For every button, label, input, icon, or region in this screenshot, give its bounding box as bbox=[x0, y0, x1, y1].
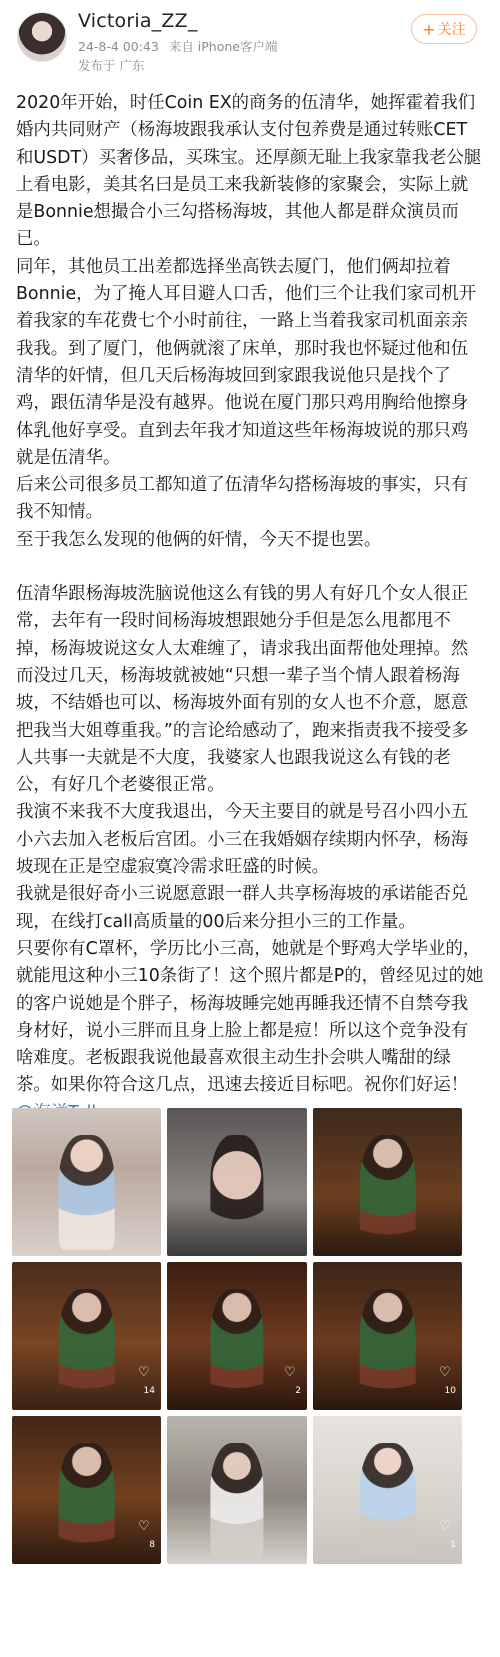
photo-6[interactable] bbox=[313, 1262, 462, 1410]
like-count: 8 bbox=[149, 1540, 155, 1550]
photo-subject bbox=[58, 1443, 115, 1558]
like-count: 14 bbox=[143, 1386, 155, 1396]
post-meta bbox=[78, 37, 284, 55]
heart-icon: ♡ bbox=[439, 1519, 451, 1534]
photo-subject bbox=[359, 1289, 416, 1404]
photo-subject bbox=[210, 1289, 263, 1404]
like-count: 10 bbox=[444, 1386, 456, 1396]
heart-icon: ♡ bbox=[284, 1365, 296, 1380]
post-paragraph-1: 2020年开始，时任Coin EX的商务的伍清华，她挥霍着我们婚内共同财产（杨海坡跟我承认支付包养费是通过转账CET和USDT）买奢侈品，买珠宝。还厚颜无耻上我家靠我老公腿上看电影，美其名曰是员工来我新装修的家聚会，实际上就是Bonnie想撮合小三勾搭杨海坡，其他人都是群众演员而已。 bbox=[16, 93, 482, 250]
post-paragraph-6: 我演不来我不大度我退出，今天主要目的就是号召小四小五小六去加入老板后宫团。小三在我婚姻存续期内怀孕，杨海坡现在正是空虚寂寞冷需求旺盛的时候。 bbox=[16, 802, 469, 878]
post-paragraph-4: 至于我怎么发现的他俩的奸情，今天不提也罢。 bbox=[16, 529, 382, 550]
photo-8[interactable] bbox=[167, 1416, 307, 1564]
photo-subject bbox=[359, 1443, 416, 1558]
photo-grid bbox=[12, 1108, 488, 1653]
photo-4[interactable] bbox=[12, 1262, 161, 1410]
post-paragraph-8-text: 只要你有C罩杯，学历比小三高，她就是个野鸡大学毕业的，就能甩这种小三10条街了！这个照片都是P的，曾经见过的她的客户说她是个胖子，杨海坡睡完她再睡我还情不自禁夸我身材好，说小三胖而且身上脸上都是痘！所以这个竞争没有啥难度。老板跟我说他最喜欢很主动生扑会哄人嘴甜的绿茶。如果你符合这几点，迅速去接近目标吧。祝你们好运！ bbox=[16, 938, 484, 1096]
photo-subject bbox=[210, 1135, 263, 1250]
post-paragraph-8 bbox=[16, 936, 484, 1127]
photo-5[interactable] bbox=[167, 1262, 307, 1410]
photo-subject bbox=[58, 1135, 115, 1250]
post-paragraph-2: 同年，其他员工出差都选择坐高铁去厦门，他们俩却拉着Bonnie，为了掩人耳目避人口舌，他们三个让我们家司机开着我家的车花费七个小时前往，一路上当着我家司机面亲亲我我。到了厦门，他俩就滚了床单，那时我也怀疑过他和伍清华的奸情，但几天后杨海坡回到家跟我说他只是找个了鸡，跟伍清华是没有越界。他说在厦门那只鸡用胸给他擦身体乳他好享受。直到去年我才知道这些年杨海坡说的那只鸡就是伍清华。 bbox=[16, 256, 477, 468]
post-paragraph-7: 我就是很好奇小三说愿意跟一群人共享杨海坡的承诺能否兑现，在线打call高质量的00后来分担小三的工作量。 bbox=[16, 884, 469, 932]
like-count: 1 bbox=[450, 1540, 456, 1550]
post-source: 来自 iPhone客户端 bbox=[168, 39, 278, 54]
photo-7[interactable] bbox=[12, 1416, 161, 1564]
photo-1[interactable] bbox=[12, 1108, 161, 1256]
photo-subject bbox=[58, 1289, 115, 1404]
plus-icon: + bbox=[422, 19, 436, 39]
post-date: 24-8-4 00:43 bbox=[78, 39, 159, 54]
post-location: 发布于 广东 bbox=[78, 58, 145, 73]
follow-label: 关注 bbox=[437, 22, 466, 38]
avatar[interactable] bbox=[17, 12, 67, 62]
post-paragraph-3: 后来公司很多员工都知道了伍清华勾搭杨海坡的事实，只有我不知情。 bbox=[16, 475, 469, 523]
like-count: 2 bbox=[295, 1386, 301, 1396]
photo-subject bbox=[359, 1135, 416, 1250]
post-paragraph-5: 伍清华跟杨海坡洗脑说他这么有钱的男人有好几个女人很正常，去年有一段时间杨海坡想跟她分手但是怎么甩都甩不掉，杨海坡说这女人太难缠了，请求我出面帮他处理掉。然而没过几天，杨海坡就被她“只想一辈子当个情人跟着杨海坡，不结婚也可以、杨海坡外面有别的女人也不介意，愿意把我当大姐尊重我。”的言论给感动了，跑来指责我不接受多人共事一夫就是不大度，我婆家人也跟我说这么有钱的老公，有好几个老婆很正常。 bbox=[16, 584, 469, 796]
heart-icon: ♡ bbox=[439, 1365, 451, 1380]
follow-button[interactable] bbox=[411, 14, 477, 44]
photo-subject bbox=[210, 1443, 263, 1558]
heart-icon: ♡ bbox=[138, 1519, 150, 1534]
username[interactable]: Victoria_ZZ_ bbox=[78, 10, 198, 32]
photo-2[interactable] bbox=[167, 1108, 307, 1256]
post-body bbox=[16, 90, 484, 1127]
heart-icon: ♡ bbox=[138, 1365, 150, 1380]
post-header bbox=[0, 0, 500, 86]
photo-9[interactable] bbox=[313, 1416, 462, 1564]
photo-3[interactable] bbox=[313, 1108, 462, 1256]
